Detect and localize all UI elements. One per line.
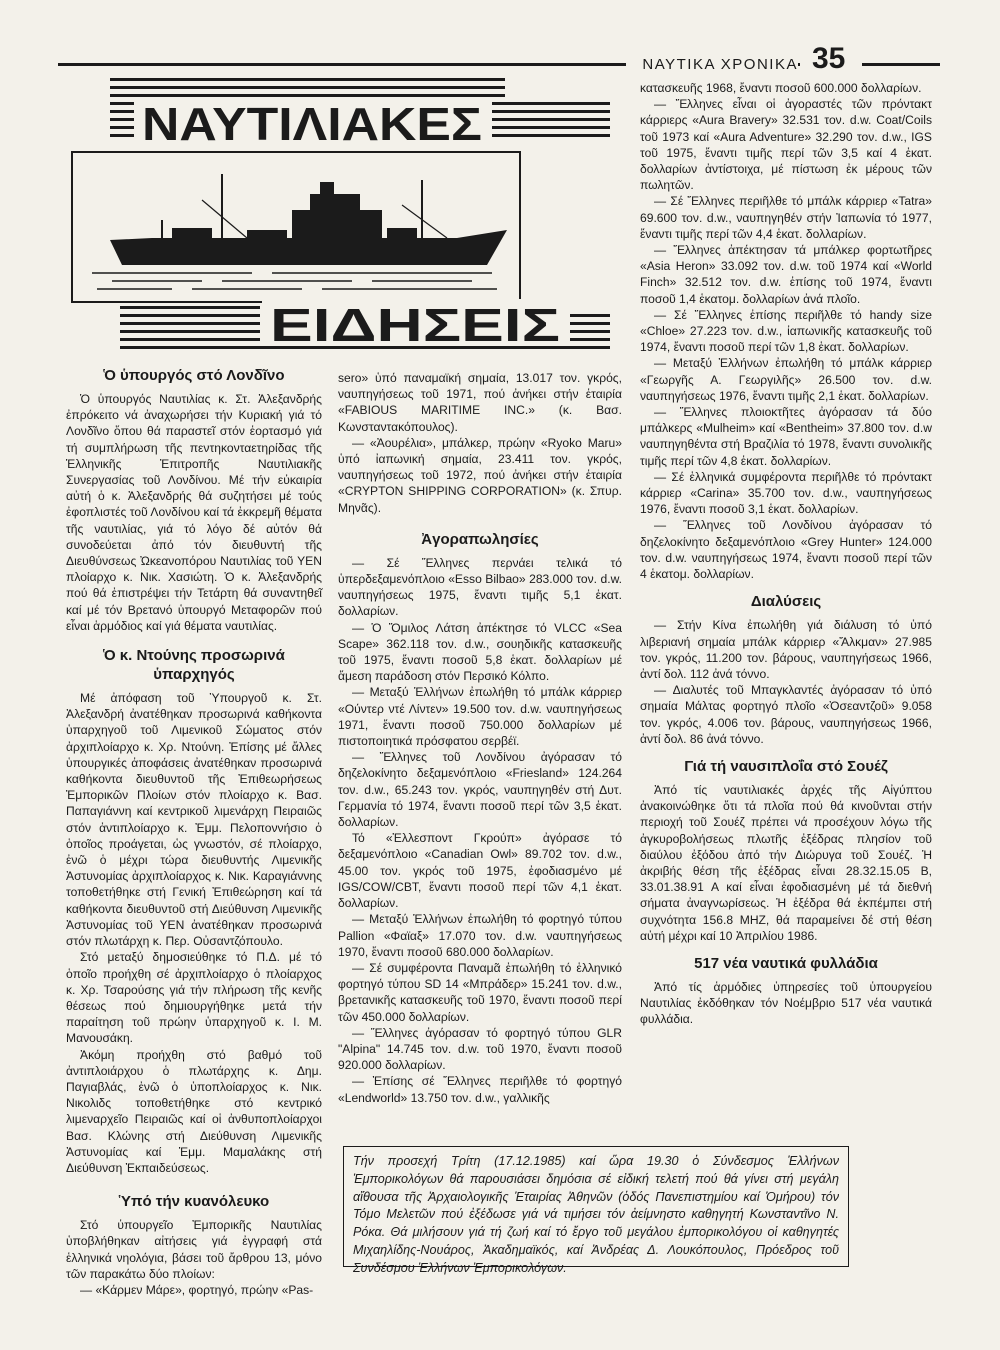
paragraph: — Μεταξύ Ἑλλήνων ἐπωλήθη τό μπάλκ κάρριερ «Γεωργῆς Α. Γεωργιλῆς» 26.500 τον. d.w. ναυπηγήσεως 1976, ἔναντι τιμῆς 2,1 ἑκατ. δολλαρίων.	[640, 356, 932, 403]
heading-scrapping: Διαλύσεις	[750, 593, 822, 611]
paragraph: Στό μεταξύ δημοσιεύθηκε τό Π.Δ. μέ τό ὁποῖο προήχθη σέ ἀρχιπλοίαρχο ὁ πλοίαρχος κ. Χρ. Τσαρούσης γιά τήν πλήρωση τῆς κενῆς θέσεως πού δημιουργήθηκε μετά τήν παραίτηση τοῦ πρώην ὑπαρχηγοῦ κ. Ι. Μ. Μανουσάκη.	[66, 950, 322, 1046]
paragraph: — Ἕλληνες τοῦ Λονδίνου ἀγόρασαν τό δηζελοκίνητο δεξαμενόπλοιο «Grey Hunter» 124.000 τον. d.w. ναυπηγήσεως 1974, ἔναντι ποσοῦ περί τῶν 4 ἑκατομ. δολλαρίων.	[640, 518, 932, 582]
paragraph: — Στήν Κίνα ἐπωλήθη γιά διάλυση τό ὑπό λιβεριανή σημαία μπάλκ κάρριερ «Ἄλκμαν» 27.985 τον. γκρός, 11.200 τον. βάρους, ναυπηγήσεως 1966, ἀντί δολ. 112 ἀνά τόννο.	[640, 618, 932, 681]
page-number: 35	[812, 42, 846, 75]
cargo-ship-illustration	[92, 174, 507, 289]
heading-leaflets: 517 νέα ναυτικά φυλλάδια	[694, 954, 878, 972]
paragraph: — Διαλυτές τοῦ Μπαγκλαντές ἀγόρασαν τό ὑπό σημαία Μάλτας φορτηγό πλοῖο «Ὀσεαντζοῦ» 9.058 τον. γκρός, 4.006 τον. βάρους, ναυπηγήσεως 1966, ἀντί δολ. 86 ἀνά τόννο.	[640, 683, 932, 746]
paragraph: Ἀπό τίς ἁρμόδιες ὑπηρεσίες τοῦ ὑπουργείου Ναυτιλίας ἐκδόθηκαν τόν Νοέμβριο 517 νέα ναυτικά φυλλάδια.	[640, 979, 932, 1027]
header-rule-right	[862, 63, 940, 66]
heading-dounis: Ὁ κ. Ντούνης προσωρινά ὑπαρχηγός	[103, 647, 285, 684]
paragraph: — Ἕλληνες πλοιοκτῆτες ἀγόρασαν τά δύο μπάλκερς «Mulheim» καί «Bentheim» 37.800 τον. d.w ναυπηγηθέντα στή Βραζιλία τό 1978, ἔναντι συνολικῆς τιμῆς περί τῶν 4,8 ἑκατ. δολλαρίων.	[640, 405, 932, 468]
paragraph: Μέ ἀπόφαση τοῦ Ὑπουργοῦ κ. Στ. Ἀλεξανδρή ἀνατέθηκαν προσωρινά καθήκοντα ὑπαρχηγοῦ τοῦ Λιμενικοῦ Σώματος στόν ἀρχιπλοίαρχο κ. Χρ. Ντούνη. Ἐπίσης μέ ἄλλες ὑπουργικές ἀποφάσεις ἀνατέθηκαν προσωρινά καθήκοντα διευθυντοῦ τῆς Ἐπιθεωρήσεως Ἐμπορικῶν Πλοίων στόν πλοίαρχο κ. Βασ. Παπαγιάννη καί κεντρικοῦ λιμενάρχη Πειραιῶς στόν ἀντιπλοίαρχο κ. Ἐμμ. Πελοποννήσιο ὁ ὁποῖος προάγεται, ὡς γνωστόν, σέ πλοίαρχο, ἐνῶ ὁ μέχρι τώρα διευθυντής Λιμενικῆς Ἀστυνομίας ἀρχιπλοίαρχος κ. Νικ. Καραγιάννης τοποθετήθηκε στή Γενική Ἐπιθεώρηση καί τά καθήκοντα διευθυντοῦ στή Διεύθυνση Λιμενικῆς Ἀστυνομίας τοῦ ΥΕΝ ἀνατέθηκαν προσωρινά στόν πλωτάρχη κ. Περ. Οὐσαντζόπουλο.	[66, 691, 322, 949]
section-label: ΝΑΥΤΙΚΑ ΧΡΟΝΙΚΑ	[626, 56, 798, 73]
heading-sales: Ἀγοραπωλησίες	[421, 530, 539, 548]
heading-flag: Ὑπό τήν κυανόλευκο	[118, 1193, 270, 1211]
paragraph: — Ὁ Ὅμιλος Λάτση ἀπέκτησε τό VLCC «Sea Scape» 362.118 τον. d.w., σουηδικῆς κατασκευῆς τοῦ 1975, ἔναντι ποσοῦ 5,8 ἑκατ. δολλαρίων μέ ἄμεση παράδοση στόν Περσικό Κόλπο.	[338, 620, 622, 684]
paragraph: — Ἐπίσης σέ Ἕλληνες περιῆλθε τό φορτηγό «Lendworld» 13.750 τον. d.w., γαλλικῆς	[338, 1074, 622, 1105]
paragraph: — Ἕλληνες τοῦ Λονδίνου ἀγόρασαν τό δηζελοκίνητο δεξαμενόπλοιο «Friesland» 124.264 τον. d.w., 65.243 τον. γκρός, ναυπηγηθέν στή Δυτ. Γερμανία τό 1974, ἔναντι ποσοῦ περί τῶν 3,5 ἑκατ. δολλαρίων.	[338, 750, 622, 830]
event-notice-box: Τήν προσεχή Τρίτη (17.12.1985) καί ὥρα 19.30 ὁ Σύνδεσμος Ἑλλήνων Ἐμπορικολόγων θά παρουσιάσει δημόσια σέ εἰδική τελετή πού θά γίνει στή μεγάλη αἴθουσα τῆς Ἀρχαιολογικῆς Ἑταιρίας Ἀθηνῶν (ὁδός Πανεπιστημίου καί Ὁμήρου) τόν Τόμο Μελετῶν πού ἐξέδωσε γιά νά τιμήσει τόν ἀείμνηστο καθηγητή Κωνσταντῖνο Ν. Ρόκα. Θά μιλήσουν γιά τή ζωή καί τό ἔργο τοῦ μεγάλου ἐμπορικολόγου οἱ καθηγητές Μιχαηλίδης-Νουάρος, Ἀκαδημαϊκός, καί Ἀνδρέας Δ. Λουκόπουλος, Πρόεδρος τοῦ Συνδέσμου Ἑλλήνων Ἐμπορικολόγων.	[343, 1146, 849, 1267]
paragraph: Ἀκόμη προήχθη στό βαθμό τοῦ ἀντιπλοιάρχου ὁ πλωτάρχης κ. Δημ. Παγιαβλάς, ἐνῶ ὁ ὑποπλοίαρχος κ. Νικ. Νικολιδς τοποθετήθηκε στό κεντρικό λιμεναρχεῖο Πειραιῶς καί οἱ ἀνθυποπλοίαρχοι Βασ. Κλώνης στή Διεύθυνση Λιμενικῆς Ἀστυνομίας καί Ἐμμ. Μαμαλάκης στή Διεύθυνση Ἐκπαιδεύσεως.	[66, 1047, 322, 1175]
paragraph: sero» ὑπό παναμαϊκή σημαία, 13.017 τον. γκρός, ναυπηγήσεως τοῦ 1971, πού ἀνήκει στήν ἑταιρία «FABIOUS MARITIME INC.» (κ. Βασ. Κωνσταντακόπουλος).	[338, 371, 622, 434]
column-2	[338, 370, 622, 1106]
paragraph: — Σέ Ἕλληνες περνάει τελικά τό ὑπερδεξαμενόπλοιο «Esso Bilbao» 283.000 τον. d.w. ναυπηγήσεως 1975, ἔναντι τιμῆς 5,1 ἑκατ. δολλαρίων.	[338, 555, 622, 619]
paragraph: — Μεταξύ Ἑλλήνων ἐπωλήθη τό μπάλκ κάρριερ «Ούντερ ντέ Λίντεν» 19.500 τον. d.w. ναυπηγήσεως 1971, ἔναντι ποσοῦ 750.000 δολλαρίων μέ πιστοποιητικά πρόσφατου σερβέϊ.	[338, 685, 622, 749]
paragraph: — Ἕλληνες ἀπέκτησαν τά μπάλκερ φορτωτῆρες «Asia Heron» 33.092 τον. d.w. τοῦ 1974 καί «World Finch» 32.512 τον. d.w. ἐπίσης τοῦ 1974, ἔναντι ποσοῦ 1,4 ἑκατομ. δολλαρίων ἀνά πλοῖο.	[640, 243, 932, 306]
heading-minister-london: Ὁ ὑπουργός στό Λονδῖνο	[103, 367, 285, 384]
paragraph: Ἀπό τίς ναυτιλιακές ἀρχές τῆς Αἰγύπτου ἀνακοινώθηκε ὅτι τά πλοῖα πού θά κινοῦνται στήν περιοχή τοῦ Σουέζ πρέπει νά προσέχουν λόγω τῆς ἀγκυροβολήσεως πλωτῆς ἐξέδρας πλησίον τοῦ διαύλου ἐξόδου ἀπό τήν Διώρυγα τοῦ Σουέζ. Ἡ ἀκριβής θέση τῆς ἐξέδρας εἶναι 28.32.15.05 Β, 33.01.38.91 Α καί εἶναι ἐφοδιασμένη μέ τά διεθνή σήματα ἀναγνωρίσεως. Ἡ ἐξέδρα θά ἐκπέμπει στή συχνότητα 156.8 MHZ, θά παραμείνει δέ στή θέση αὐτή μέχρι καί 10 Ἀπριλίου 1986.	[640, 782, 932, 943]
masthead-title-1: ΝΑΥΤΙΛΙΑΚΕΣ	[142, 98, 482, 150]
paragraph: — Σέ Ἕλληνες ἐπίσης περιῆλθε τό handy size «Chloe» 27.223 τον. d.w., ἰαπωνικῆς κατασκευῆς τοῦ 1974, ἔναντι ποσοῦ περί τῶν 1,8 ἑκατ. δολλαρίων.	[640, 307, 932, 355]
column-1	[66, 366, 322, 1298]
paragraph: — Σέ Ἕλληνες περιῆλθε τό μπάλκ κάρριερ «Tatra» 69.600 τον. d.w., ναυπηγηθέν στήν Ἰαπωνία τό 1977, ἔναντι τιμῆς περί τῶν 4,4 ἑκατ. δολλαρίων.	[640, 194, 932, 241]
paragraph: — «Ἀουρέλια», μπάλκερ, πρώην «Ryoko Maru» ὑπό ἰαπωνική σημαία, 23.411 τον. γκρός, ναυπηγήσεως τοῦ 1972, πού ἀνήκει στήν ἑταιρία «CRYPTON SHIPPING CORPORATION» (κ. Σπυρ. Μηνᾶς).	[338, 435, 622, 515]
paragraph: — Μεταξύ Ἑλλήνων ἐπωλήθη τό φορτηγό τύπου Pallion «Φαϊαξ» 17.070 τον. d.w. ναυπηγήσεως 1970, ἔναντι ποσοῦ 680.000 δολλαρίων.	[338, 912, 622, 959]
masthead-title-2: ΕΙΔΗΣΕΙΣ	[270, 299, 560, 351]
heading-suez: Γιά τή ναυσιπλοΐα στό Σουέζ	[684, 757, 888, 775]
paragraph: — Ἕλληνες εἶναι οἱ ἀγοραστές τῶν πρόντακτ κάρριερς «Aura Bravery» 32.531 τον. d.w. Coat/Coils τοῦ 1973 καί «Aura Adventure» 32.290 τον. d.w., IGS τοῦ 1975, ἔναντι τιμῆς περί τῶν 3,5 καί 4 ἑκατ. δολλαρίων ἀντίστοιχα, μέ πίστωση ἐκ μέρους τῶν πωλητῶν.	[640, 97, 932, 193]
paragraph: — Σέ συμφέροντα Παναμᾶ ἐπωλήθη τό ἑλληνικό φορτηγό τύπου SD 14 «Μπράδερ» 15.241 τον. d.w., βρετανικῆς κατασκευῆς τοῦ 1970, ἔναντι ποσοῦ περί τῶν 450.000 δολλαρίων.	[338, 960, 622, 1024]
paragraph: κατασκευῆς 1968, ἔναντι ποσοῦ 600.000 δολλαρίων.	[640, 81, 922, 95]
masthead	[52, 70, 622, 360]
paragraph: Ὁ ὑπουργός Ναυτιλίας κ. Στ. Ἀλεξανδρής ἐπρόκειτο νά ἀναχωρήσει τήν Κυριακή γιά τό Λονδῖνο ὅπου θά παραστεῖ στόν ἑορτασμό γιά τή συμπλήρωση τῆς πεντηκονταετηρίδας τῆς Ἑλληνικῆς Ἐπιτροπῆς Ναυτιλιακῆς Συνεργασίας τοῦ Λονδίνου. Μέ τήν εὐκαιρία αὐτή ὁ κ. Ἀλεξανδρής θά συζητήσει μέ τούς ἐφοπλιστές τοῦ Λονδίνου καί τά ἐκκρεμῆ θέματα τῆς ναυτιλίας, γιά τό λόγο δέ αὐτόν θά συνοδεύεται ἀπό τόν διευθυντή τῆς Διευθύνσεως Ὠκεανοπόρου Ναυτιλίας τοῦ ΥΕΝ πλοίαρχο κ. Νικ. Χασιώτη. Ὁ κ. Ἀλεξανδρής πού θά ἐπιστρέψει τήν Τετάρτη θά συναντηθεῖ καί μέ τόν Βρετανό ὑπουργό Μεταφορῶν πού εἶναι ἁρμόδιος καί γιά θέματα ναυτιλίας.	[66, 392, 322, 633]
paragraph: — Σέ ἑλληνικά συμφέροντα περιῆλθε τό πρόντακτ κάρριερ «Carina» 35.700 τον. d.w., ναυπηγήσεως 1976, ἔναντι ποσοῦ 3,1 ἑκατ. δολλαρίων.	[640, 469, 932, 517]
paragraph: — Ἕλληνες ἀγόρασαν τό φορτηγό τύπου GLR "Alpina" 14.745 τον. d.w. τοῦ 1970, ἔναντι ποσοῦ 920.000 δολλαρίων.	[338, 1025, 622, 1073]
paragraph: Στό ὑπουργεῖο Ἐμπορικῆς Ναυτιλίας ὑποβλήθηκαν αἰτήσεις γιά ἐγγραφή στά ἑλληνικά νηολόγια, βάσει τοῦ ἄρθρου 13, μόνο τῶν παρακάτω δύο πλοίων:	[66, 1218, 322, 1281]
paragraph: Τό «Ἑλλεσποντ Γκρούπ» ἀγόρασε τό δεξαμενόπλοιο «Canadian Owl» 89.702 τον. d.w., 45.00 τον. γκρός τοῦ 1975, ἐφοδιασμένο μέ IGS/COW/CBT, ἔναντι ποσοῦ περί τῶν 4,1 ἑκατ. δολλαρίων.	[338, 831, 622, 911]
paragraph: — «Κάρμεν Μάρε», φορτηγό, πρώην «Pas-	[80, 1282, 314, 1297]
column-3	[640, 80, 932, 1028]
